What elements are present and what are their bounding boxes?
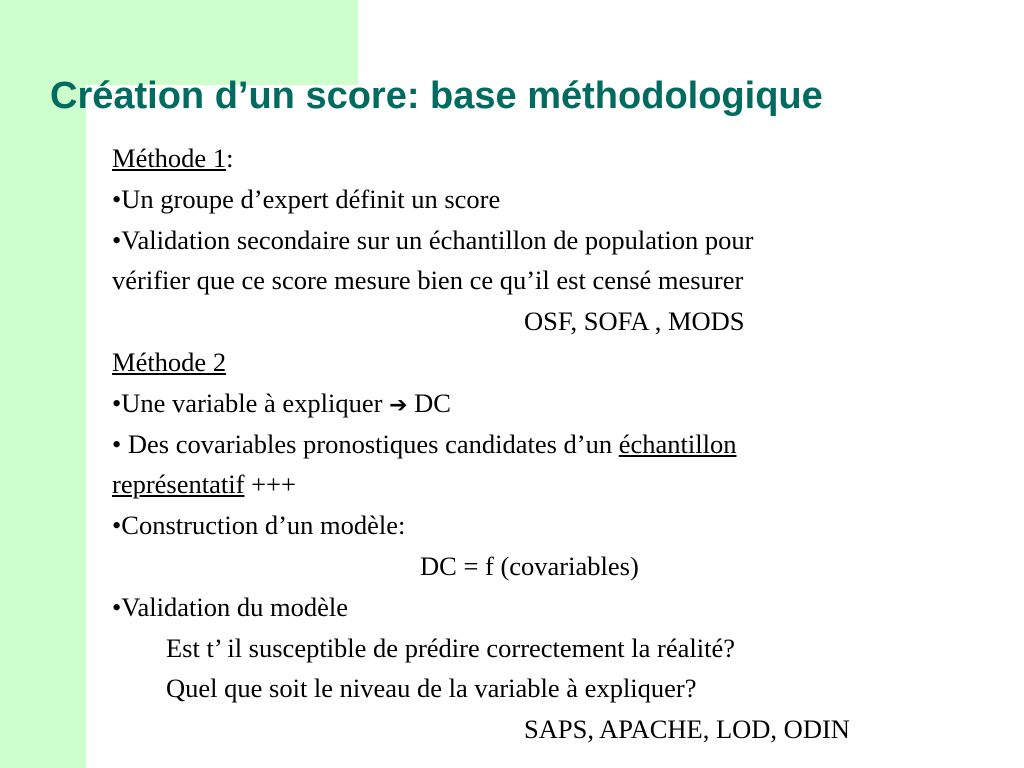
- method-1-heading-line: [112, 138, 992, 179]
- method-2-bullet-4: •Validation du modèle: [112, 591, 348, 622]
- method-2-bullet-2: [112, 424, 992, 465]
- right-arrow-icon: ➔: [389, 392, 408, 418]
- method-1-heading: Méthode 1: [112, 143, 227, 173]
- method-2-bullet-2-cont: [112, 464, 992, 505]
- slide-body: [112, 138, 992, 750]
- method-2-bullet-1-text: •Une variable à expliquer: [112, 387, 390, 418]
- method-2-bullet-2-underlined-cont: représentatif: [112, 469, 245, 500]
- method-2-bullet-1: [112, 383, 992, 424]
- method-1-bullet-1: •Un groupe d’expert définit un score: [112, 183, 501, 214]
- method-1-colon: :: [226, 143, 234, 173]
- method-2-bullet-2-text: • Des covariables pronostiques candidates d’un: [112, 428, 619, 459]
- method-2-bullet-1-target: DC: [407, 387, 451, 418]
- method-2-formula: DC = f (covariables): [420, 550, 639, 581]
- method-2-examples: SAPS, APACHE, LOD, ODIN: [524, 714, 850, 745]
- method-2-question-2: Quel que soit le niveau de la variable à expliquer?: [166, 673, 697, 704]
- method-1-bullet-2: •Validation secondaire sur un échantillon de population pour: [112, 224, 754, 255]
- method-1-examples: OSF, SOFA , MODS: [524, 306, 745, 337]
- method-2-bullet-2-underlined: échantillon: [618, 428, 737, 459]
- slide-title: Création d’un score: base méthodologique: [50, 75, 823, 117]
- method-2-bullet-3: •Construction d’un modèle:: [112, 510, 406, 541]
- method-1-bullet-2-cont: vérifier que ce score mesure bien ce qu’il est censé mesurer: [112, 265, 744, 296]
- method-2-heading: Méthode 2: [112, 346, 227, 377]
- method-2-question-1: Est t’ il susceptible de prédire correctement la réalité?: [166, 632, 735, 663]
- method-2-heading-line: [112, 342, 992, 383]
- method-2-bullet-2-emphasis: +++: [244, 469, 296, 500]
